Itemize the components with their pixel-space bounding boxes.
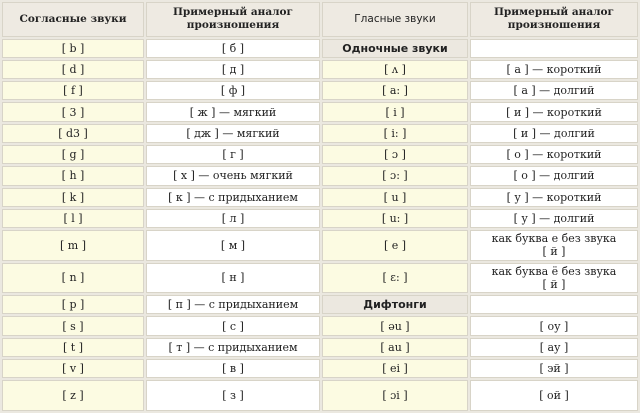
consonant-cell: [ g ]: [2, 145, 144, 164]
consonant-analog-cell: [ н ]: [146, 263, 320, 293]
vowel-cell: [ ɛ: ]: [322, 263, 468, 293]
vowel-analog-cell: [ ау ]: [470, 338, 638, 357]
vowel-analog-cell: [ а ] — долгий: [470, 81, 638, 100]
consonant-analog-cell: [ с ]: [146, 316, 320, 335]
consonant-analog-cell: [ г ]: [146, 145, 320, 164]
vowel-cell: [ ɔi ]: [322, 380, 468, 411]
consonant-cell: [ z ]: [2, 380, 144, 411]
table-row: [2, 263, 638, 293]
vowel-analog-cell: [ а ] — короткий: [470, 60, 638, 79]
vowel-cell: [ i: ]: [322, 124, 468, 143]
consonant-analog-cell: [ ф ]: [146, 81, 320, 100]
vowel-analog-cell: [470, 295, 638, 314]
consonant-cell: [ m ]: [2, 230, 144, 260]
vowel-analog-line: [ й ]: [542, 277, 566, 291]
table-row: [2, 60, 638, 79]
table-row: [2, 359, 638, 378]
consonant-analog-cell: [ ж ] — мягкий: [146, 102, 320, 121]
section-single-sounds: Одночные звуки: [322, 39, 468, 58]
table-row: [2, 81, 638, 100]
vowel-cell: [ u: ]: [322, 209, 468, 228]
consonant-analog-cell: [ дж ] — мягкий: [146, 124, 320, 143]
consonant-cell: [ v ]: [2, 359, 144, 378]
vowel-cell: [ au ]: [322, 338, 468, 357]
consonant-cell: [ h ]: [2, 166, 144, 185]
table-row: [2, 295, 638, 314]
vowel-analog-cell: [ оу ]: [470, 316, 638, 335]
table-row: [2, 316, 638, 335]
consonant-cell: [ n ]: [2, 263, 144, 293]
consonant-analog-cell: [ в ]: [146, 359, 320, 378]
vowel-cell: [ e ]: [322, 230, 468, 260]
header-analog-2: Примерный аналог произношения: [470, 2, 638, 37]
vowel-analog-cell: [470, 39, 638, 58]
vowel-analog-cell: [ о ] — долгий: [470, 166, 638, 185]
consonant-cell: [ s ]: [2, 316, 144, 335]
consonant-analog-cell: [ к ] — с придыханием: [146, 188, 320, 207]
vowel-analog-cell: [ ой ]: [470, 380, 638, 411]
vowel-analog-cell: [ у ] — долгий: [470, 209, 638, 228]
vowel-analog-cell: [ и ] — короткий: [470, 102, 638, 121]
table-row: [2, 166, 638, 185]
vowel-analog-cell: [ у ] — короткий: [470, 188, 638, 207]
table-row: [2, 380, 638, 411]
vowel-cell: [ i ]: [322, 102, 468, 121]
table-row: [2, 338, 638, 357]
table-row: [2, 209, 638, 228]
table-row: [2, 230, 638, 260]
consonant-analog-cell: [ л ]: [146, 209, 320, 228]
vowel-analog-cell: [470, 230, 638, 260]
consonant-cell: [ d3 ]: [2, 124, 144, 143]
table-row: [2, 102, 638, 121]
table-row: [2, 39, 638, 58]
consonant-cell: [ k ]: [2, 188, 144, 207]
consonant-analog-cell: [ б ]: [146, 39, 320, 58]
vowel-cell: [ a: ]: [322, 81, 468, 100]
consonant-analog-cell: [ з ]: [146, 380, 320, 411]
vowel-cell: [ ɔ ]: [322, 145, 468, 164]
vowel-analog-line: как буква ё без звука: [491, 264, 617, 278]
vowel-cell: [ u ]: [322, 188, 468, 207]
consonant-analog-cell: [ п ] — с придыханием: [146, 295, 320, 314]
consonant-cell: [ 3 ]: [2, 102, 144, 121]
consonant-analog-cell: [ д ]: [146, 60, 320, 79]
vowel-analog-cell: [ о ] — короткий: [470, 145, 638, 164]
vowel-cell: [ əu ]: [322, 316, 468, 335]
header-consonants: Согласные звуки: [2, 2, 144, 37]
consonant-analog-cell: [ х ] — очень мягкий: [146, 166, 320, 185]
vowel-analog-cell: [470, 263, 638, 293]
vowel-analog-line: [ й ]: [542, 245, 566, 259]
consonant-cell: [ t ]: [2, 338, 144, 357]
table-row: [2, 188, 638, 207]
consonant-analog-cell: [ м ]: [146, 230, 320, 260]
consonant-cell: [ p ]: [2, 295, 144, 314]
vowel-cell: [ ɔ: ]: [322, 166, 468, 185]
vowel-cell: [ ei ]: [322, 359, 468, 378]
header-analog-1: Примерный аналог произношения: [146, 2, 320, 37]
consonant-analog-cell: [ т ] — с придыханием: [146, 338, 320, 357]
header-vowels: Гласные звуки: [322, 2, 468, 37]
consonant-cell: [ l ]: [2, 209, 144, 228]
consonant-cell: [ f ]: [2, 81, 144, 100]
consonant-cell: [ b ]: [2, 39, 144, 58]
table-row: [2, 145, 638, 164]
header-row: [2, 2, 638, 37]
vowel-analog-cell: [ и ] — долгий: [470, 124, 638, 143]
vowel-cell: [ ʌ ]: [322, 60, 468, 79]
vowel-analog-line: как буква е без звука: [491, 232, 617, 246]
vowel-analog-cell: [ эй ]: [470, 359, 638, 378]
consonant-cell: [ d ]: [2, 60, 144, 79]
table-row: [2, 124, 638, 143]
section-diphthongs: Дифтонги: [322, 295, 468, 314]
